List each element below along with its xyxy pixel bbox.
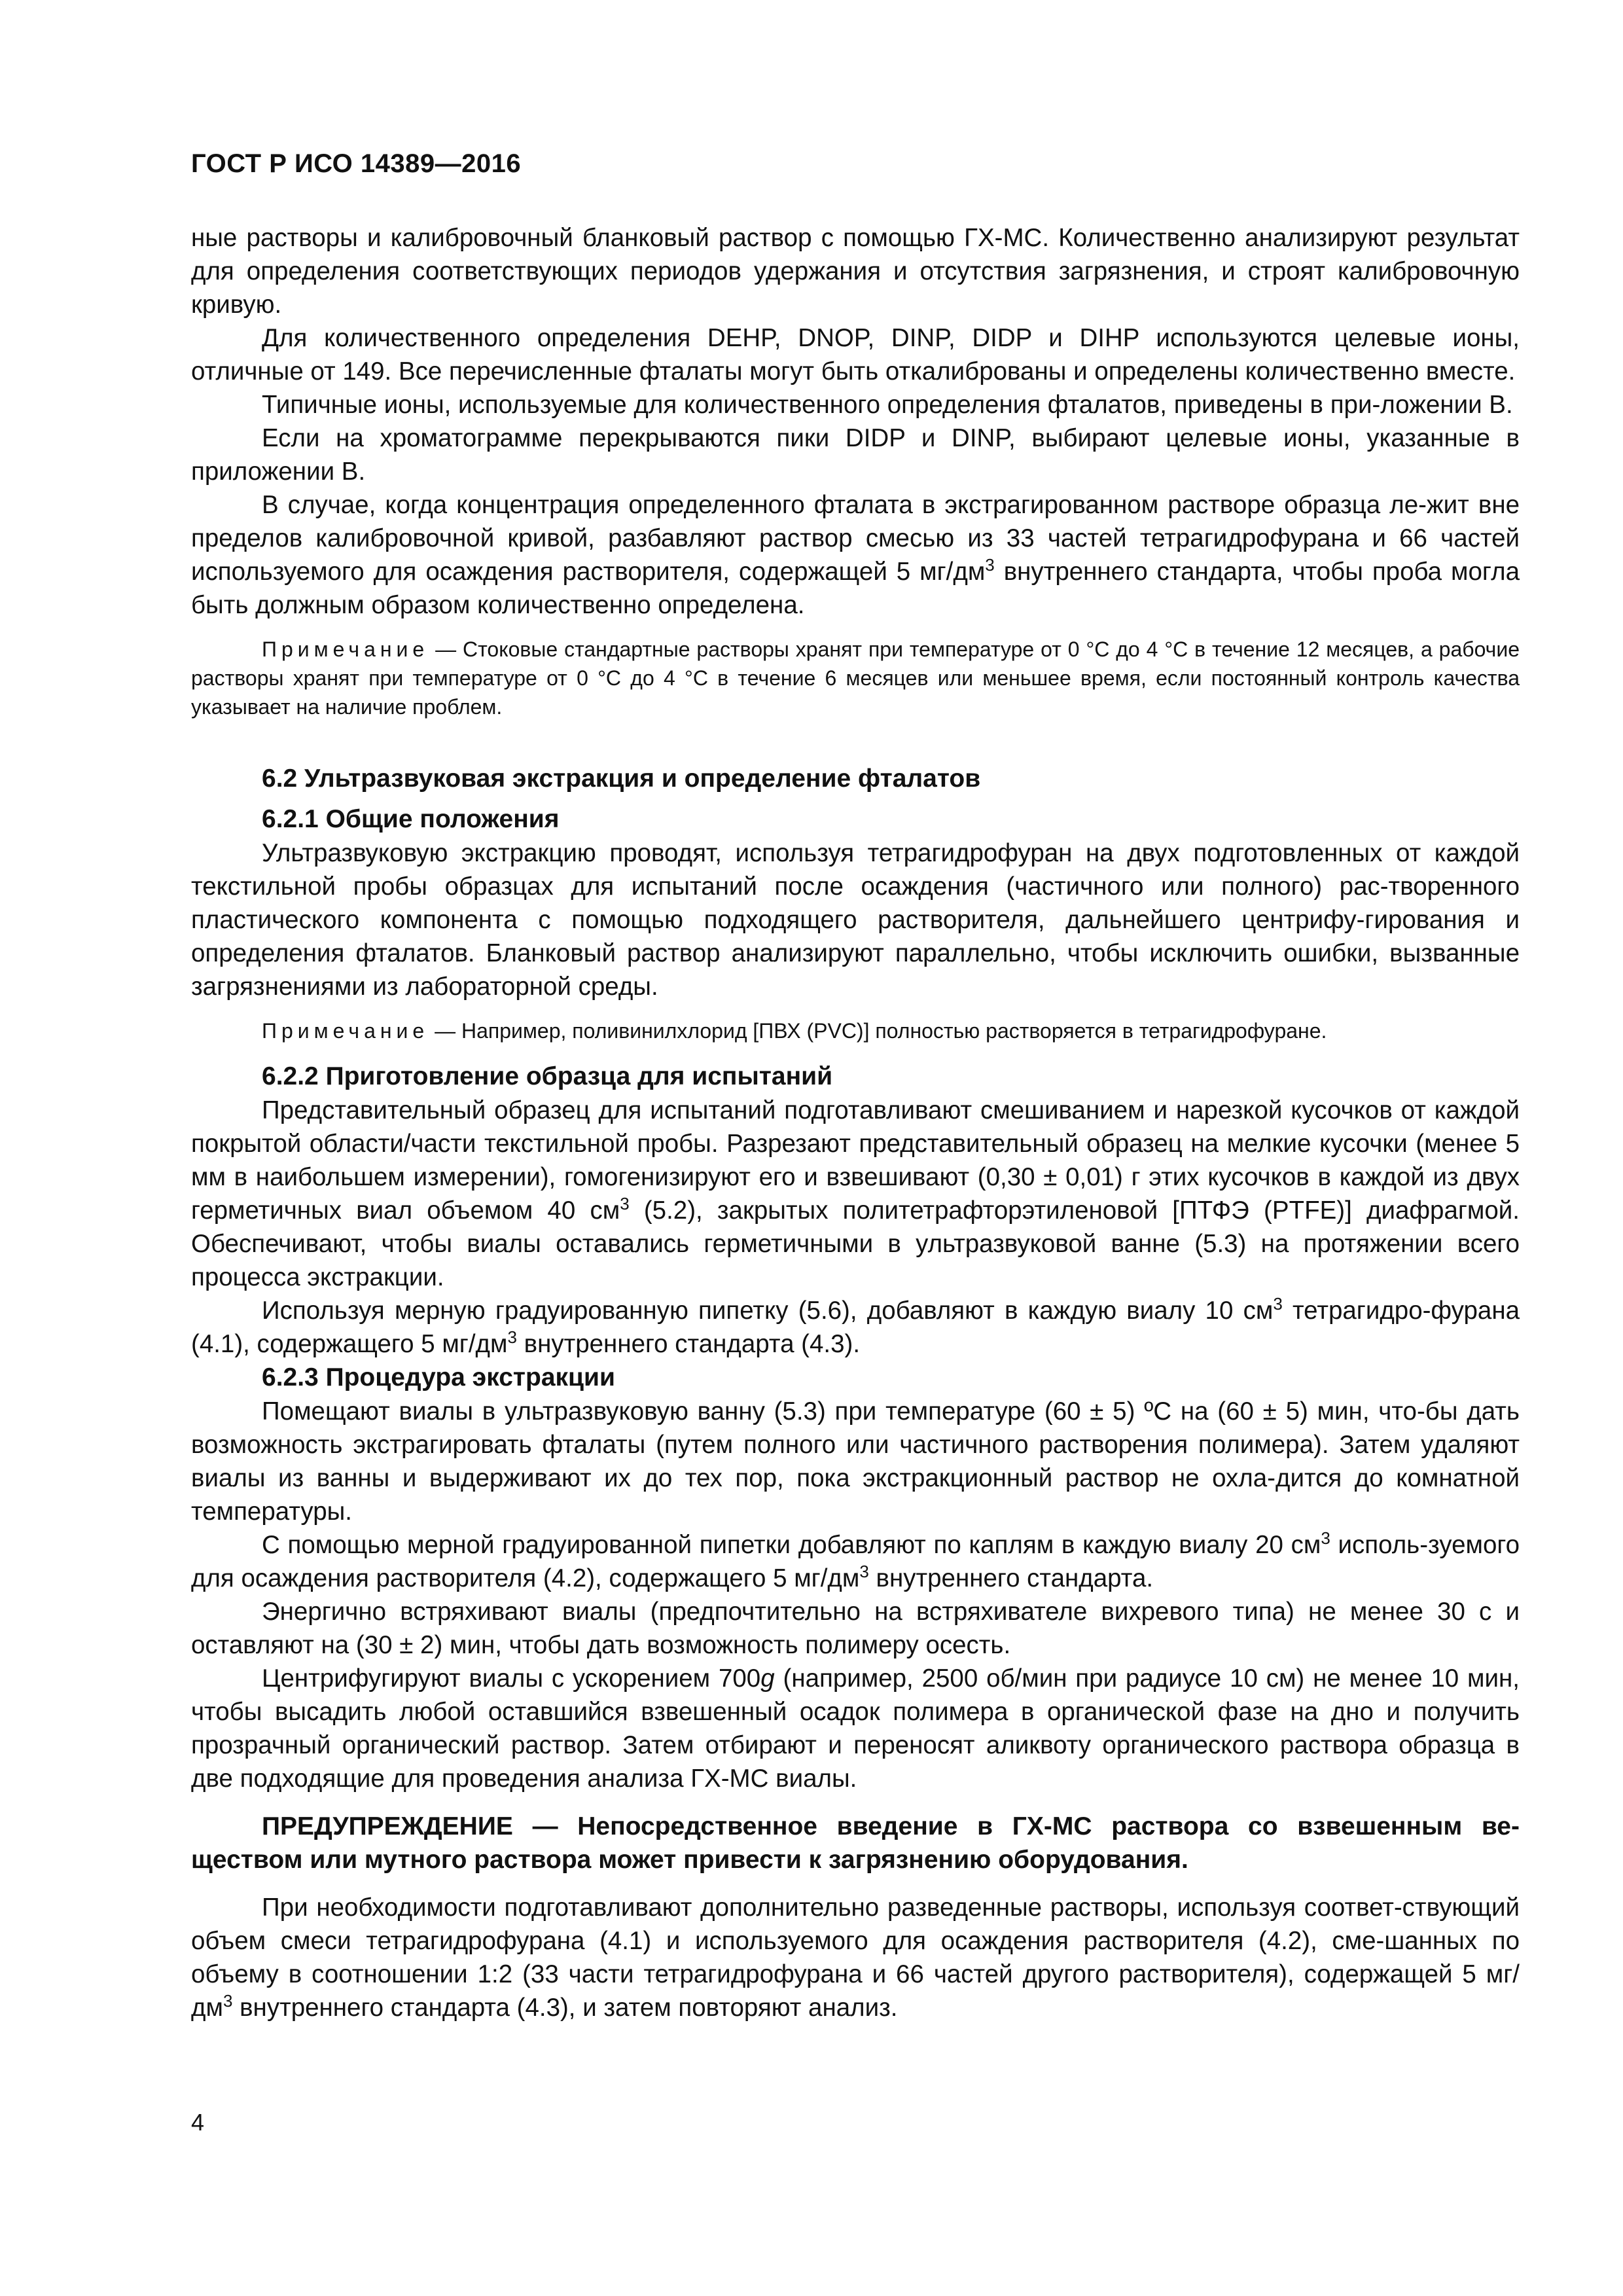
paragraph: Типичные ионы, используемые для количественного определения фталатов, приведены в при-ложении В. — [262, 391, 1513, 419]
warning-paragraph: ПРЕДУПРЕЖДЕНИЕ — Непосредственное введение в ГХ-МС раствора со взвешенным ве-ществом или мутного раствора может привести к загрязнению оборудования. — [191, 1812, 1520, 1874]
paragraph: Помещают виалы в ультразвуковую ванну (5.3) при температуре (60 ± 5) ºС на (60 ± 5) мин, что-бы дать возможность экстрагировать фталаты (путем полного или частичного растворения полимера). Затем удаляют виалы из ванны и выдерживают их до тех пор, пока экстракционный раствор не охла-дится до комнатной температуры. — [191, 1397, 1520, 1526]
subsection-heading: 6.2.3 Процедура экстракции — [262, 1363, 615, 1391]
paragraph: Ультразвуковую экстракцию проводят, используя тетрагидрофуран на двух подготовленных от каждой текстильной пробы образцах для испытаний после осаждения (частичного или полного) рас-творенного пластического компонента с помощью подходящего растворителя, дальнейшего центрифу-гирования и определения фталатов. Бланковый раствор анализируют параллельно, чтобы исключить ошибки, вызванные загрязнениями из лабораторной среды. — [191, 839, 1520, 1001]
paragraph: Для количественного определения DEHP, DNOP, DINP, DIDP и DIHP используются целевые ионы, отличные от 149. Все перечисленные фталаты могут быть откалиброваны и определены количественно вместе. — [191, 324, 1520, 386]
superscript: 3 — [859, 1562, 869, 1581]
document-header: ГОСТ Р ИСО 14389—2016 — [191, 149, 522, 178]
paragraph: С помощью мерной градуированной пипетки добавляют по каплям в каждую виалу 20 $см^3$ исполь-зуемого для осаждения растворителя (4.2), содержащего 5 $мг/дм^3$ внутреннего стандарта. — [191, 1528, 1520, 1592]
note-label: Примечание — [262, 1019, 429, 1043]
paragraph: Используя мерную градуированную пипетку (5.6), добавляют в каждую виалу 10 $см^3$ тетрагидро-фурана (4.1), содержащего 5 $мг/дм^3$ внутреннего стандарта (4.3). — [191, 1294, 1520, 1358]
paragraph: ные растворы и калибровочный бланковый раствор с помощью ГХ-МС. Количественно анализируют результат для определения соответствующих периодов удержания и отсутствия загрязнения, и строят калибровочную кривую. — [191, 224, 1520, 319]
document-body — [191, 221, 1520, 2024]
superscript: 3 — [1321, 1528, 1330, 1548]
superscript: 3 — [507, 1327, 517, 1347]
note-label: Примечание — [262, 637, 429, 661]
page-number: 4 — [191, 2109, 205, 2136]
paragraph: При необходимости подготавливают дополнительно разведенные растворы, используя соответ-ствующий объем смеси тетрагидрофурана (4.1) и используемого для осаждения растворителя (4.2), сме-шанных по объему в соотношении 1:2 (33 части тетрагидрофурана и 66 частей другого растворителя), содержащей 5 $мг/дм^3$ внутреннего стандарта (4.3), и затем повторяют анализ. — [191, 1893, 1520, 2022]
paragraph: Если на хроматограмме перекрываются пики DIDP и DINP, выбирают целевые ионы, указанные в приложении В. — [191, 424, 1520, 486]
paragraph: В случае, когда концентрация определенного фталата в экстрагированном растворе образца ле-жит вне пределов калибровочной кривой, разбавляют раствор смесью из 33 частей тетрагидрофурана и 66 частей используемого для осаждения растворителя, содержащей 5 $мг/дм^3$ внутреннего стандарта, чтобы проба могла быть должным образом количественно определена. — [191, 491, 1520, 619]
subsection-heading: 6.2.1 Общие положения — [262, 805, 560, 833]
superscript: 3 — [1273, 1294, 1283, 1314]
paragraph: Энергично встряхивают виалы (предпочтительно на встряхивателе вихревого типа) не менее 30 с и оставляют на (30 ± 2) мин, чтобы дать возможность полимеру осесть. — [191, 1598, 1520, 1659]
section-heading: 6.2 Ультразвуковая экстракция и определение фталатов — [262, 764, 981, 793]
superscript: 3 — [620, 1194, 630, 1213]
subsection-heading: 6.2.2 Приготовление образца для испытаний — [262, 1062, 833, 1090]
note-text: — Например, поливинилхлорид [ПВХ (PVC)] полностью растворяется в тетрагидрофуране. — [429, 1019, 1327, 1043]
note — [191, 635, 1520, 721]
paragraph: Представительный образец для испытаний подготавливают смешиванием и нарезкой кусочков от каждой покрытой области/части текстильной пробы. Разрезают представительный образец на мелкие кусочки (менее 5 мм в наибольшем измерении), гомогенизируют его и взвешивают (0,30 ± 0,01) г этих кусочков в каждой из двух герметичных виал объемом 40 $см^3$ (5.2), закрытых политетрафторэтиленовой [ПТФЭ (PTFE)] диафрагмой. Обеспечивают, чтобы виалы оставались герметичными в ультразвуковой ванне (5.3) на протяжении всего процесса экстракции. — [191, 1096, 1520, 1291]
superscript: 3 — [985, 555, 995, 575]
italic-symbol: g — [760, 1664, 775, 1693]
paragraph: Центрифугируют виалы с ускорением 700g (например, 2500 об/мин при радиусе 10 см) не менее 10 мин, чтобы высадить любой оставшийся взвешенный осадок полимера в органической фазе на дно и получить прозрачный органический раствор. Затем отбирают и переносят аликвоту органического раствора образца в две подходящие для проведения анализа ГХ-МС виалы. — [191, 1664, 1520, 1793]
note-text: — Стоковые стандартные растворы хранят при температуре от 0 °С до 4 °С в течение 12 месяцев, а рабочие растворы хранят при температуре от 0 °С до 4 °С в течение 6 месяцев или меньшее время, если постоянный контроль качества указывает на наличие проблем. — [191, 637, 1520, 719]
note — [191, 1016, 1520, 1045]
superscript: 3 — [223, 1991, 233, 2011]
document-page — [191, 0, 1520, 2296]
